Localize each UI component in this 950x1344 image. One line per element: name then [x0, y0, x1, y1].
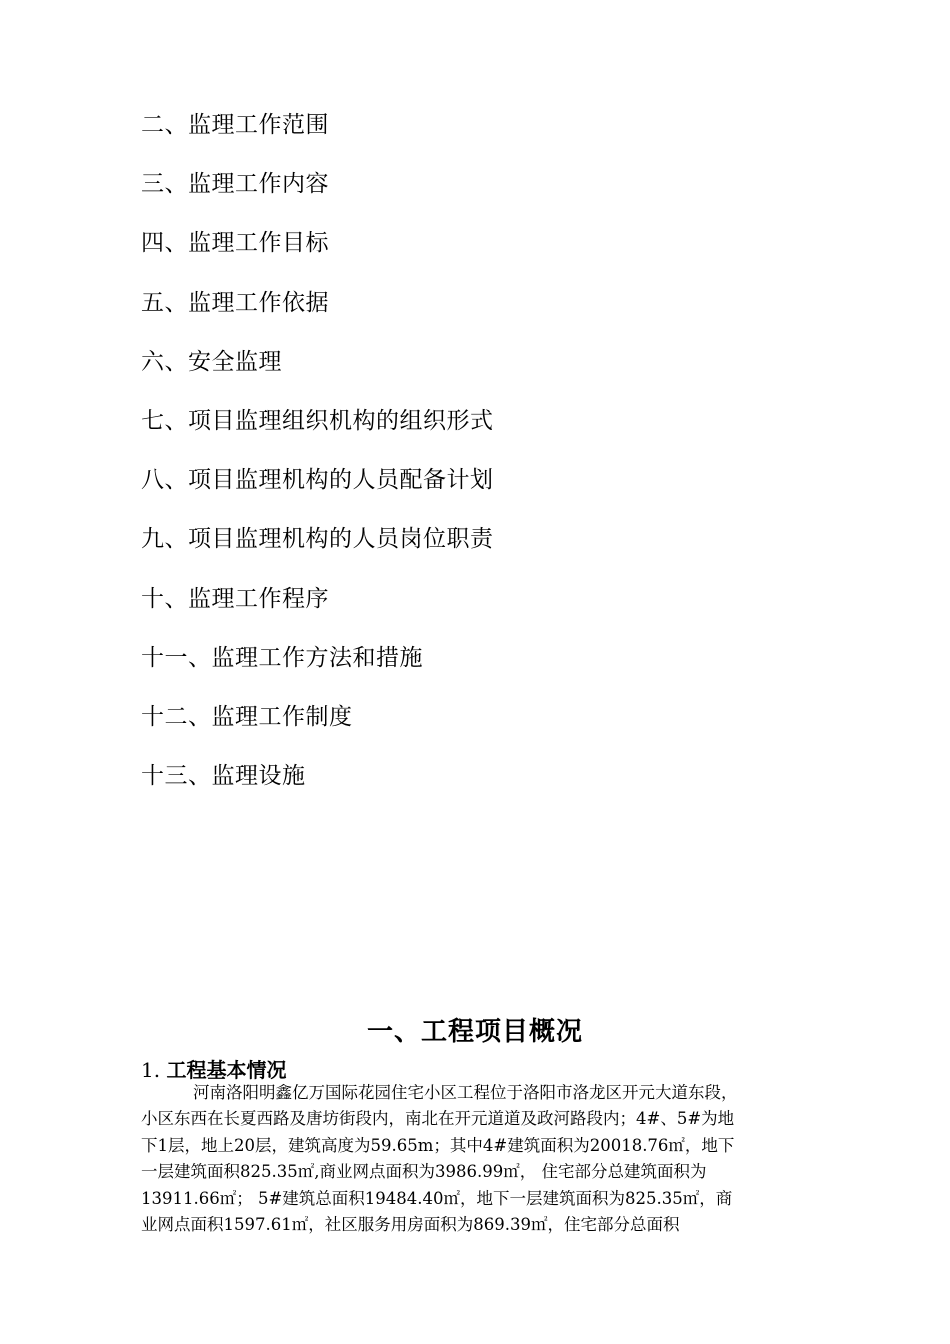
paragraph-line: 一层建筑面积825.35㎡,商业网点面积为3986.99㎡， 住宅部分总建筑面积为: [141, 1162, 707, 1182]
section-title: 一、工程项目概况: [366, 1017, 583, 1047]
toc-item-8: 八、项目监理机构的人员配备计划: [141, 467, 494, 494]
paragraph-line: 小区东西在长夏西路及唐坊街段内，南北在开元道道及政河路段内；4#、5#为地: [141, 1109, 735, 1129]
toc-item-10: 十、监理工作程序: [141, 585, 329, 612]
toc-item-9: 九、项目监理机构的人员岗位职责: [141, 526, 494, 553]
paragraph-line: 13911.66㎡； 5#建筑总面积19484.40㎡，地下一层建筑面积为825.35㎡，商: [141, 1188, 733, 1208]
toc-item-2: 二、监理工作范围: [141, 112, 329, 138]
paragraph-line: 河南洛阳明鑫亿万国际花园住宅小区工程位于洛阳市洛龙区开元大道东段，: [193, 1083, 738, 1102]
table-of-contents: [141, 104, 841, 814]
toc-item-6: 六、安全监理: [141, 348, 282, 375]
toc-item-11: 十一、监理工作方法和措施: [141, 644, 423, 671]
toc-item-3: 三、监理工作内容: [141, 171, 329, 198]
toc-item-13: 十三、监理设施: [141, 763, 306, 790]
paragraph-line: 业网点面积1597.61㎡，社区服务用房面积为869.39㎡，住宅部分总面积: [141, 1214, 680, 1234]
sub-heading-text: 工程基本情况: [166, 1058, 287, 1082]
project-overview-paragraph: [141, 1080, 831, 1238]
toc-item-12: 十二、监理工作制度: [141, 703, 353, 730]
toc-item-7: 七、项目监理组织机构的组织形式: [141, 407, 494, 434]
paragraph-line: 下1层，地上20层，建筑高度为59.65m；其中4#建筑面积为20018.76㎡，地下: [141, 1135, 735, 1155]
sub-heading-number: 1.: [141, 1058, 161, 1082]
toc-item-5: 五、监理工作依据: [141, 289, 329, 316]
toc-item-4: 四、监理工作目标: [141, 230, 329, 257]
